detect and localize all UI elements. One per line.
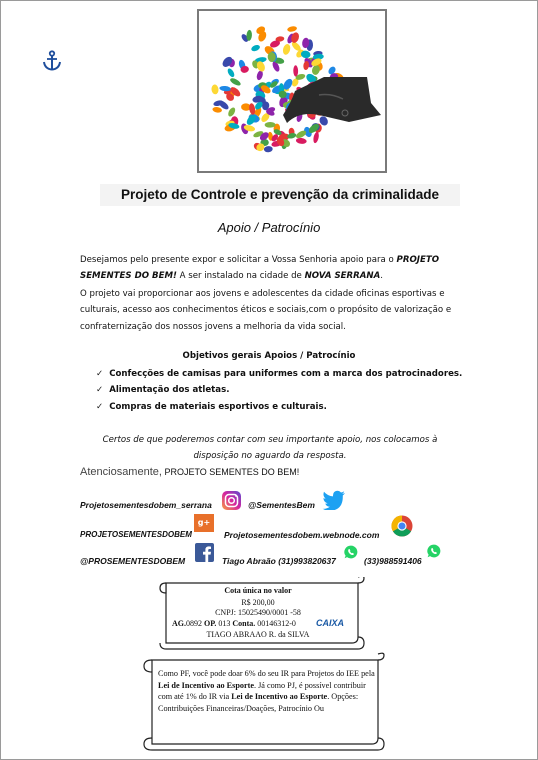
phone-tiago[interactable]: Tiago Abraão (31)993820637 — [222, 556, 336, 566]
op-label: OP. — [204, 619, 217, 628]
intro-text-2: A ser instalado na cidade de — [176, 271, 305, 282]
bank-title: Cota única no valor — [224, 586, 292, 595]
project-logo — [197, 9, 387, 173]
city-name: NOVA SERRANA — [304, 271, 381, 282]
twitter-icon[interactable] — [322, 490, 346, 510]
intro-period: . — [380, 271, 384, 282]
gplus-icon[interactable]: g+ — [194, 514, 214, 532]
tax-text-2: . Já como PJ, é possível contribuir com até 1% do IR via — [158, 680, 366, 702]
objectives-list — [96, 366, 462, 415]
instagram-icon[interactable] — [222, 491, 241, 510]
intro-paragraph — [80, 252, 470, 285]
tax-law-1: Lei de Incentivo ao Esporte — [158, 680, 254, 690]
tax-law-2: Lei de Incentivo ao Esporte — [231, 692, 328, 702]
tax-text-1: Como PF, você pode doar 6% do seu IR para Projetos do IEE pela — [158, 669, 375, 678]
anchor-icon — [41, 50, 63, 72]
objectives-title: Objetivos gerais Apoios / Patrocínio — [182, 351, 356, 361]
regards-org: PROJETO SEMENTES DO BEM! — [161, 467, 300, 477]
tax-text-3: . Opções: Contribuições Financeiras/Doações, Patrocínio Ou — [158, 692, 359, 714]
bank-info-scroll — [158, 577, 373, 657]
project-name: PROJETO SEMENTES DO BEM! — [80, 255, 440, 282]
regards-label: Atenciosamente, — [80, 466, 162, 478]
document-title: Projeto de Controle e prevenção da criminalidade — [100, 184, 460, 206]
chrome-icon[interactable] — [391, 515, 413, 537]
op-value: 013 — [218, 619, 231, 628]
twitter-handle[interactable]: @SementesBem — [248, 500, 315, 510]
list-item: ✓ Compras de materiais esportivos e culturais. — [96, 399, 462, 415]
facebook-icon[interactable] — [195, 543, 214, 562]
conta-label: Conta. — [232, 619, 256, 628]
website-link[interactable]: Projetosementesdobem.webnode.com — [224, 530, 380, 540]
facebook-handle[interactable]: @PROSEMENTESDOBEM — [80, 556, 186, 566]
gplus-handle[interactable]: PROJETOSEMENTESDOBEM — [80, 530, 192, 539]
bank-cnpj: CNPJ: 15025490/0001 -58 — [215, 608, 301, 617]
list-item: ✓ Confecções de camisas para uniformes com a marca dos patrocinadores. — [96, 366, 462, 382]
bank-value: R$ 200,00 — [241, 598, 275, 607]
instagram-handle[interactable]: Projetosementesdobem_serrana — [80, 500, 212, 510]
whatsapp-icon[interactable] — [427, 544, 441, 558]
whatsapp-icon[interactable] — [344, 545, 358, 559]
phone-second[interactable]: (33)988591406 — [364, 556, 422, 566]
ag-label: AG. — [172, 619, 186, 628]
bank-holder: TIAGO ABRAAO R. da SILVA — [206, 630, 310, 639]
hands-tree-illustration — [199, 11, 385, 171]
ag-value: 0892 — [186, 619, 202, 628]
document-subtitle: Apoio / Patrocínio — [217, 220, 321, 235]
intro-text: Desejamos pelo presente expor e solicitar a Vossa Senhoria apoio para o — [80, 255, 397, 265]
description-paragraph: O projeto vai proporcionar aos jovens e adolescentes da cidade oficinas esportivas e culturais, acesso aos conhecimentos éticos e sociais,com o propósito de valorização e confraternização dos nossos jovens a melhoria da vida social. — [80, 289, 452, 332]
caixa-logo: CAIXA — [316, 618, 345, 628]
tax-info-scroll — [140, 652, 385, 752]
conta-value: 00146312-0 — [257, 619, 296, 628]
tax-text — [158, 668, 378, 715]
closing-text: Certos de que poderemos contar com seu importante apoio, nos colocamos à disposição no aguardo da resposta. — [102, 435, 438, 462]
regards-line — [80, 466, 299, 478]
list-item: ✓ Alimentação dos atletas. — [96, 382, 462, 398]
